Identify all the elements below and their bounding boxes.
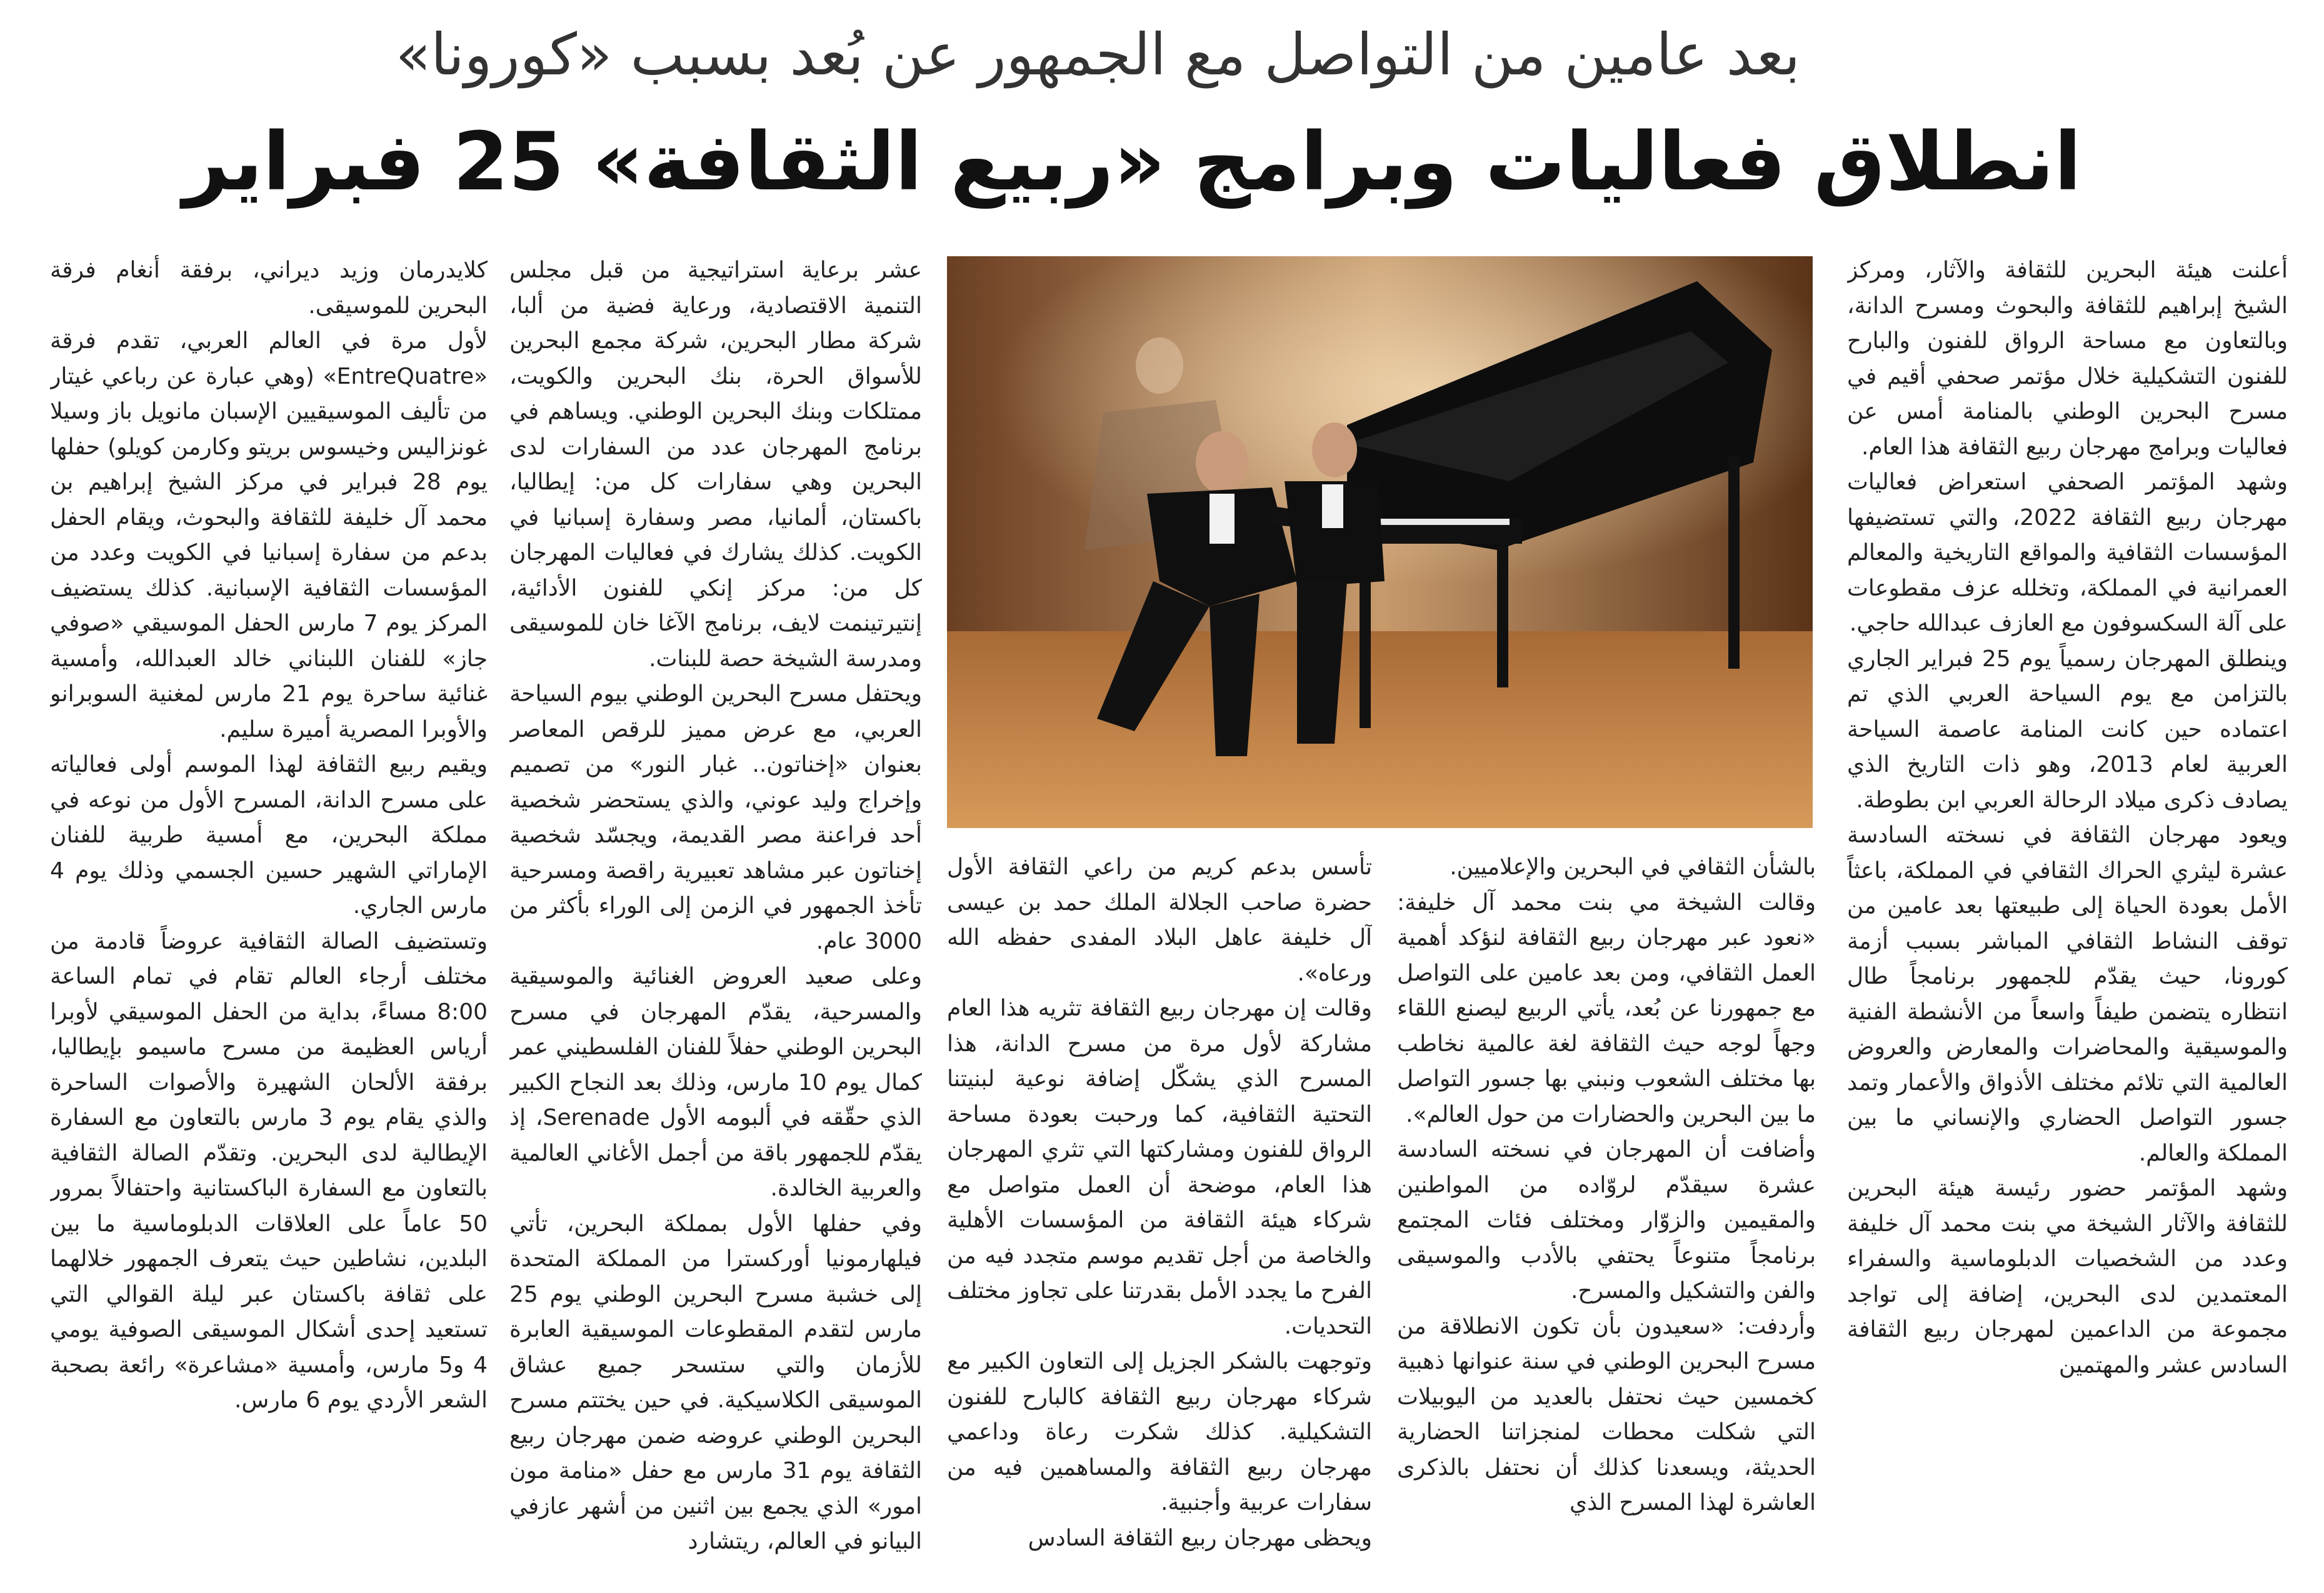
article-kicker: بعد عامين من التواصل مع الجمهور عن بُعد بسبب «كورونا»: [395, 21, 1800, 88]
paragraph: وقالت إن مهرجان ربيع الثقافة تثريه هذا العام مشاركة لأول مرة من مسرح الدانة، هذا المسرح الذي يشكّل إضافة نوعية لبنيتنا التحتية الثقافية، كما ورحبت بعودة مساحة الرواق للفنون ومشاركتها التي تثري المهرجان هذا العام، موضحة أن العمل متواصل مع شركاء هيئة الثقافة من المؤسسات الأهلية والخاصة من أجل تقديم موسم متجدد فيه من الفرح ما يجدد الأمل بقدرتنا على تجاوز مختلف التحديات.: [947, 996, 1372, 1339]
paragraph: لأول مرة في العالم العربي، تقدم فرقة «EntreQuatre» (وهي عبارة عن رباعي غيتار من تأليف الموسيقيين الإسبان مانويل باز وسيلا غونزاليس وخيسوس بريتو وكارمن كويلو) حفلها يوم 28 فبراير في مركز الشيخ إبراهيم بن محمد آل خليفة للثقافة والبحوث، ويقام الحفل بدعم من سفارة إسبانيا في الكويت وعدد من المؤسسات الثقافية الإسبانية. كذلك يستضيف المركز يوم 7 مارس الحفل الموسيقي «صوفي جاز» للفنان اللبناني خالد العبدالله، وأمسية غنائية ساحرة يوم 21 مارس لمغنية السوبرانو والأوبرا المصرية أميرة سليم.: [50, 328, 488, 742]
paragraph: أعلنت هيئة البحرين للثقافة والآثار، ومركز الشيخ إبراهيم للثقافة والبحوث ومسرح الدانة، وبالتعاون مع مساحة الرواق للفنون والبارح للفنون التشكيلية خلال مؤتمر صحفي أقيم في مسرح البحرين الوطني بالمنامة أمس عن فعاليات وبرامج مهرجان ربيع الثقافة هذا العام.: [1847, 257, 2288, 460]
paragraph: وشهد المؤتمر الصحفي استعراض فعاليات مهرجان ربيع الثقافة 2022، والتي تستضيفها المؤسسات الثقافية والمواقع التاريخية والمعالم العمرانية في المملكة، وتخلله عزف مقطوعات على آلة السكسوفون مع العازف عبدالله حاجي.: [1847, 469, 2288, 636]
article-headline: انطلاق فعاليات وبرامج «ربيع الثقافة» 25 فبراير: [183, 116, 2081, 209]
article-column-5: [50, 253, 488, 1559]
paragraph: عشر برعاية استراتيجية من قبل مجلس التنمية الاقتصادية، ورعاية فضية من ألبا، شركة مطار البحرين، شركة مجمع البحرين للأسواق الحرة، بنك البحرين والكويت، ممتلكات وبنك البحرين الوطني. ويساهم في برنامج المهرجان عدد من السفارات لدى البحرين وهي سفارات كل من: إيطاليا، باكستان، ألمانيا، مصر وسفارة إسبانيا في الكويت. كذلك يشارك في فعاليات المهرجان كل من: مركز إنكي للفنون الأدائية، إنتيرتينمت لايف، برنامج الآغا خان للموسيقى ومدرسة الشيخة حصة للبنات.: [509, 257, 922, 672]
paragraph: بالشأن الثقافي في البحرين والإعلاميين.: [1450, 854, 1816, 880]
paragraph: وقالت الشيخة مي بنت محمد آل خليفة: «نعود عبر مهرجان ربيع الثقافة لنؤكد أهمية العمل الثقافي، ومن بعد عامين على التواصل مع جمهورنا عن بُعد، يأتي الربيع ليصنع اللقاء وجهاً لوجه حيث الثقافة لغة عالمية نخاطب بها مختلف الشعوب ونبني بها جسور التواصل ما بين البحرين والحضارات من حول العالم».: [1397, 889, 1816, 1127]
paragraph: تأسس بدعم كريم من راعي الثقافة الأول حضرة صاحب الجلالة الملك حمد بن عيسى آل خليفة عاهل البلاد المفدى حفظه الله ورعاه».: [947, 854, 1372, 986]
paragraph: ويحظى مهرجان ربيع الثقافة السادس: [1028, 1525, 1372, 1551]
article-column-3: [947, 850, 1372, 1559]
article-column-4: [509, 253, 922, 1559]
article-column-2: [1397, 850, 1816, 1559]
paragraph: وشهد المؤتمر حضور رئيسة هيئة البحرين للثقافة والآثار الشيخة مي بنت محمد آل خليفة وعدد من الشخصيات الدبلوماسية والسفراء المعتمدين لدى البحرين، إضافة إلى تواجد مجموعة من الداعمين لمهرجان ربيع الثقافة السادس عشر والمهتمين: [1847, 1176, 2288, 1378]
paragraph: ويعود مهرجان الثقافة في نسخته السادسة عشرة ليثري الحراك الثقافي في المملكة، باعثاً الأمل بعودة الحياة إلى طبيعتها بعد عامين من توقف النشاط الثقافي المباشر بسبب أزمة كورونا، حيث يقدّم للجمهور برنامجاً طال انتظاره يتضمن طيفاً واسعاً من الأنشطة الفنية والموسيقية والمحاضرات والمعارض والعروض العالمية التي تلائم مختلف الأذواق والأعمار وتمد جسور التواصل الحضاري والإنساني ما بين المملكة والعالم.: [1847, 822, 2288, 1166]
paragraph: ويحتفل مسرح البحرين الوطني بيوم السياحة العربي، مع عرض مميز للرقص المعاصر بعنوان «إخناتون.. غبار النور» من تصميم وإخراج وليد عوني، والذي يستحضر شخصية أحد فراعنة مصر القديمة، ويجسّد شخصية إخناتون عبر مشاهد تعبيرية راقصة ومسرحية تأخذ الجمهور في الزمن إلى الوراء بأكثر من 3000 عام.: [509, 681, 922, 954]
paragraph: وفي حفلها الأول بمملكة البحرين، تأتي فيلهارمونيا أوركسترا من المملكة المتحدة إلى خشبة مسرح البحرين الوطني يوم 25 مارس لتقدم المقطوعات الموسيقية العابرة للأزمان والتي ستسحر جميع عشاق الموسيقى الكلاسيكية. في حين يختتم مسرح البحرين الوطني عروضه ضمن مهرجان ربيع الثقافة يوم 31 مارس مع حفل «منامة مون امور» الذي يجمع بين اثنين من أشهر عازفي البيانو في العالم، ريتشارد: [509, 1211, 922, 1554]
paragraph: وتستضيف الصالة الثقافية عروضاً قادمة من مختلف أرجاء العالم تقام في تمام الساعة 8:00 مساءً، بداية من الحفل الموسيقي لأوبرا أرياس العظيمة من مسرح ماسيمو بإيطاليا، برفقة الألحان الشهيرة والأصوات الساحرة والذي يقام يوم 3 مارس بالتعاون مع السفارة الإيطالية لدى البحرين. وتقدّم الصالة الثقافية بالتعاون مع السفارة الباكستانية واحتفالاً بمرور 50 عاماً على العلاقات الدبلوماسية ما بين البلدين، نشاطين حيث يتعرف الجمهور خلالهما على ثقافة باكستان عبر ليلة القوالي التي تستعيد إحدى أشكال الموسيقى الصوفية يومي 4 و5 مارس، وأمسية «مشاعرة» رائعة بصحبة الشعر الأردي يوم 6 مارس.: [50, 928, 488, 1413]
paragraph: ويقيم ربيع الثقافة لهذا الموسم أولى فعالياته على مسرح الدانة، المسرح الأول من نوعه في مملكة البحرين، مع أمسية طربية للفنان الإماراتي الشهير حسين الجسمي وذلك يوم 4 مارس الجاري.: [50, 752, 488, 919]
paragraph: وأردفت: «سعيدون بأن تكون الانطلاقة من مسرح البحرين الوطني في سنة عنوانها ذهبية كخمسين حيث نحتفل بالعديد من اليوبيلات التي شكلت محطات لمنجزاتنا الحضارية الحديثة، ويسعدنا كذلك أن نحتفل بالذكرى العاشرة لهذا المسرح الذي: [1397, 1313, 1816, 1516]
piano-duo-photo: [947, 256, 1813, 828]
paragraph: وينطلق المهرجان رسمياً يوم 25 فبراير الجاري بالتزامن مع يوم السياحة العربي الذي تم اعتماده حين كانت المنامة عاصمة السياحة العربية لعام 2013، وهو ذات التاريخ الذي يصادف ذكرى ميلاد الرحالة العربي ابن بطوطة.: [1847, 646, 2288, 813]
paragraph: وعلى صعيد العروض الغنائية والموسيقية والمسرحية، يقدّم المهرجان في مسرح البحرين الوطني حفلاً للفنان الفلسطيني عمر كمال يوم 10 مارس، وذلك بعد النجاح الكبير الذي حقّقه في ألبومه الأول Serenade، إذ يقدّم للجمهور باقة من أجمل الأغاني العالمية والعربية الخالدة.: [509, 964, 922, 1201]
paragraph: كلايدرمان وزيد ديراني، برفقة أنغام فرقة البحرين للموسيقى.: [50, 257, 488, 319]
paragraph: وتوجهت بالشكر الجزيل إلى التعاون الكبير مع شركاء مهرجان ربيع الثقافة كالبارح للفنون التشكيلية. كذلك شكرت رعاة وداعمي مهرجان ربيع الثقافة والمساهمين فيه من سفارات عربية وأجنبية.: [947, 1349, 1372, 1516]
paragraph: وأضافت أن المهرجان في نسخته السادسة عشرة سيقدّم لروّاده من المواطنين والمقيمين والزوّار ومختلف فئات المجتمع برنامجاً متنوعاً يحتفي بالأدب والموسيقى والفن والتشكيل والمسرح.: [1397, 1137, 1816, 1304]
article-column-1: [1847, 253, 2288, 1559]
